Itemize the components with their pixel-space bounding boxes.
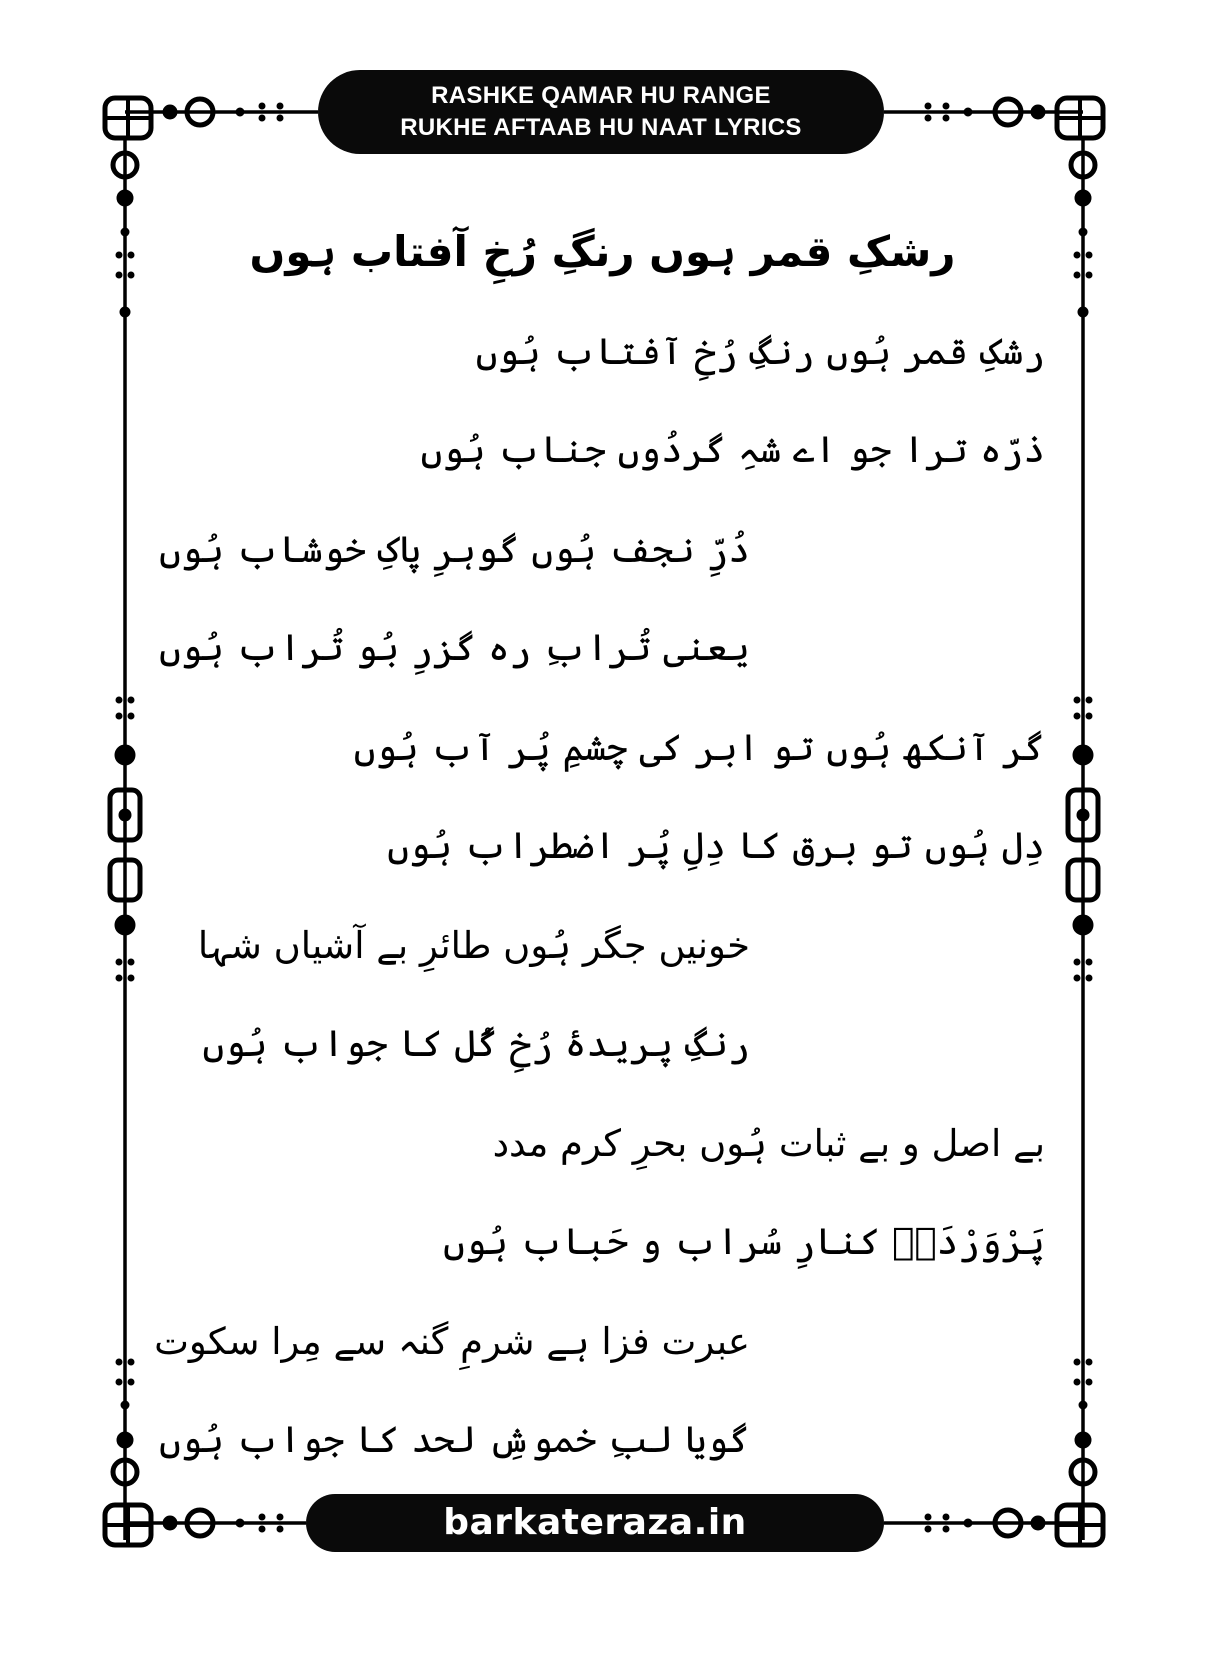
couplet-3-line-1: گر آنکھ ہُوں تو ابر کی چشمِ پُر آب ہُوں: [353, 726, 1045, 769]
title-line-2: RUKHE AFTAAB HU NAAT LYRICS: [400, 114, 802, 141]
couplet-1-line-2: ذرّہ ترا جو اے شہِ گردُوں جناب ہُوں: [420, 428, 1045, 471]
couplet-5-line-2: پَرْوَرْدَہٗ کنارِ سُراب و حَباب ہُوں: [443, 1220, 1045, 1263]
website-banner: barkateraza.in: [306, 1494, 884, 1552]
corner-ornament-bottom-right: [925, 1359, 1103, 1545]
title-line-1: RASHKE QAMAR HU RANGE: [431, 82, 771, 109]
poem-heading: رشکِ قمر ہوں رنگِ رُخِ آفتاب ہوں: [249, 227, 956, 276]
couplet-6-line-1: عبرت فزا ہے شرمِ گنہ سے مِرا سکوت: [154, 1320, 750, 1363]
couplet-6-line-2: گویا لبِ خموشِ لحد کا جواب ہُوں: [159, 1418, 750, 1461]
couplet-4-line-2: رنگِ پریدۂ رُخِ گُل کا جواب ہُوں: [202, 1022, 750, 1065]
title-banner: [318, 70, 884, 154]
couplet-2-line-1: دُرِّ نجف ہُوں گوہرِ پاکِ خوشاب ہُوں: [159, 528, 750, 571]
couplet-4-line-1: خونیں جگر ہُوں طائرِ بے آشیاں شہا: [197, 924, 750, 967]
couplet-3-line-2: دِل ہُوں تو برق کا دِلِ پُر اضطراب ہُوں: [387, 824, 1045, 867]
couplet-1-line-1: رشکِ قمر ہُوں رنگِ رُخِ آفتاب ہُوں: [475, 330, 1045, 373]
couplet-2-line-2: یعنی تُرابِ رہ گزرِ بُو تُراب ہُوں: [159, 626, 750, 669]
couplet-5-line-1: بے اصل و بے ثبات ہُوں بحرِ کرم مدد: [492, 1122, 1045, 1165]
